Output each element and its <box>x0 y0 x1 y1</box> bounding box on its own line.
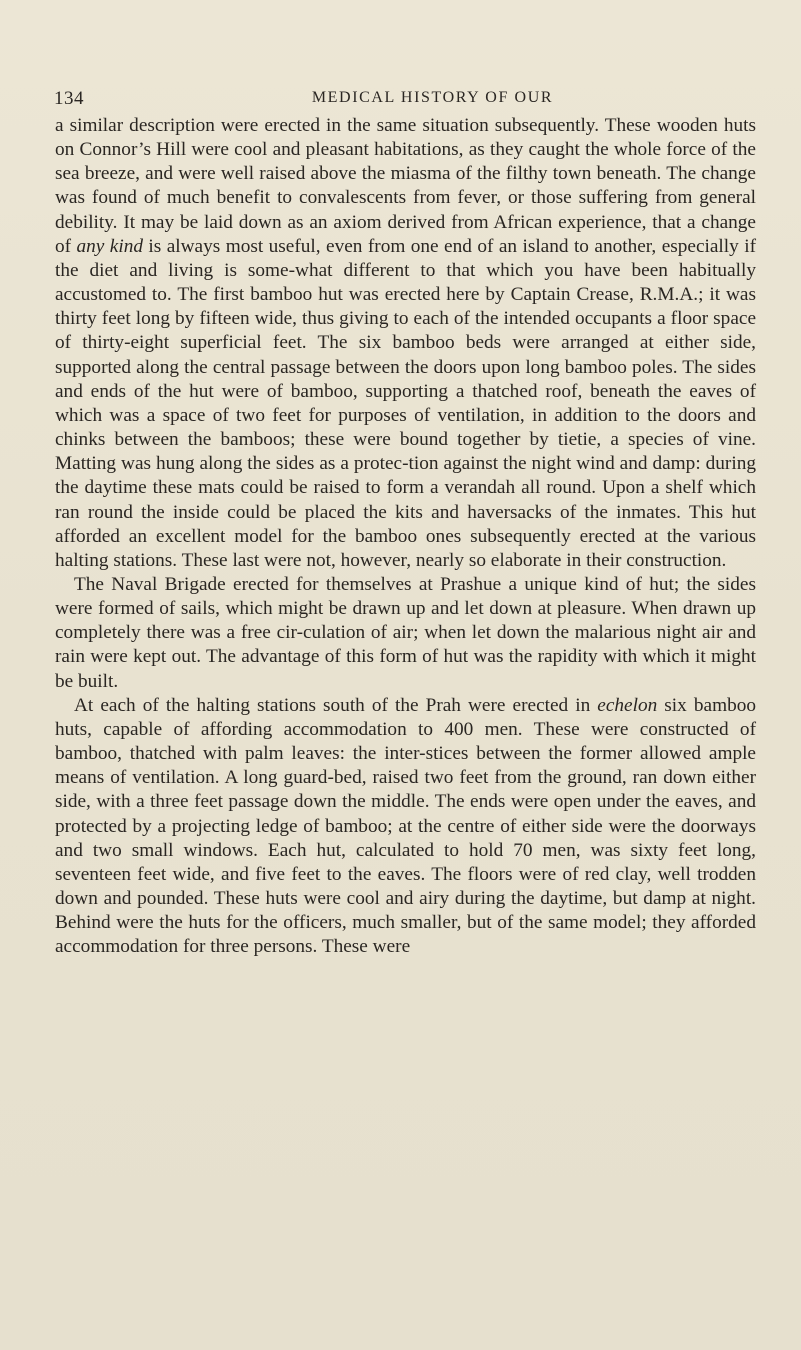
body-text <box>55 114 756 959</box>
paragraph-3-italic-echelon: echelon <box>597 694 658 716</box>
paragraph-1 <box>55 114 756 573</box>
paragraph-3-text-b: six bamboo huts, capable of affording accommodation to 400 men. These were constructed of bamboo, thatched with palm leaves: the inter-stices between the former allowed ample means of ventilation. A long guard-bed, raised two feet from the ground, ran down either side, with a three feet passage down the middle. The ends were open under the eaves, and protected by a projecting ledge of bamboo; at the centre of either side were the doorways and two small windows. Each hut, calculated to hold 70 men, was sixty feet long, seventeen feet wide, and five feet to the eaves. The floors were of red clay, well trodden down and pounded. These huts were cool and airy during the daytime, but damp at night. Behind were the huts for the officers, much smaller, but of the same model; they afforded accommodation for three persons. These were <box>55 694 756 958</box>
paragraph-1-italic-any-kind: any kind <box>76 235 143 257</box>
paragraph-2 <box>55 573 756 694</box>
paragraph-1-text-a: a similar description were erected in the same situation subsequently. These wooden huts on Connor’s Hill were cool and pleasant habitations, as they caught the whole force of the sea breeze, and were well raised above the miasma of the filthy town beneath. The change was found of much benefit to convalescents from fever, or those suffering from general debility. It may be laid down as an axiom derived from African experience, that a change of <box>55 115 756 257</box>
page-number: 134 <box>54 88 84 109</box>
paragraph-3 <box>55 694 756 960</box>
running-title: MEDICAL HISTORY OF OUR <box>311 89 554 106</box>
paragraph-1-text-b: is always most useful, even from one end of an island to another, especially if the diet and living is some-what different to that which you have been habitually accustomed to. The first bamboo hut was erected here by Captain Crease, R.M.A.; it was thirty feet long by fifteen wide, thus giving to each of the intended occupants a floor space of thirty-eight superficial feet. The six bamboo beds were arranged at either side, supported along the central passage between the doors upon long bamboo poles. The sides and ends of the hut were of bamboo, supporting a thatched roof, beneath the eaves of which was a space of two feet for purposes of ventilation, in addition to the doors and chinks between the bamboos; these were bound together by tietie, a species of vine. Matting was hung along the sides as a protec-tion against the night wind and damp: during the daytime these mats could be raised to form a verandah all round. Upon a shelf which ran round the inside could be placed the kits and haversacks of the inmates. This hut afforded an excellent model for the bamboo ones subsequently erected at the various halting stations. These last were not, however, nearly so elaborate in their construction. <box>55 235 756 571</box>
paragraph-3-text-a: At each of the halting stations south of the Prah were erected in <box>74 694 598 716</box>
paragraph-2-text: The Naval Brigade erected for themselves at Prashue a unique kind of hut; the sides were formed of sails, which might be drawn up and let down at pleasure. When drawn up completely there was a free cir-culation of air; when let down the malarious night air and rain were kept out. The advantage of this form of hut was the rapidity with which it might be built. <box>55 573 756 692</box>
